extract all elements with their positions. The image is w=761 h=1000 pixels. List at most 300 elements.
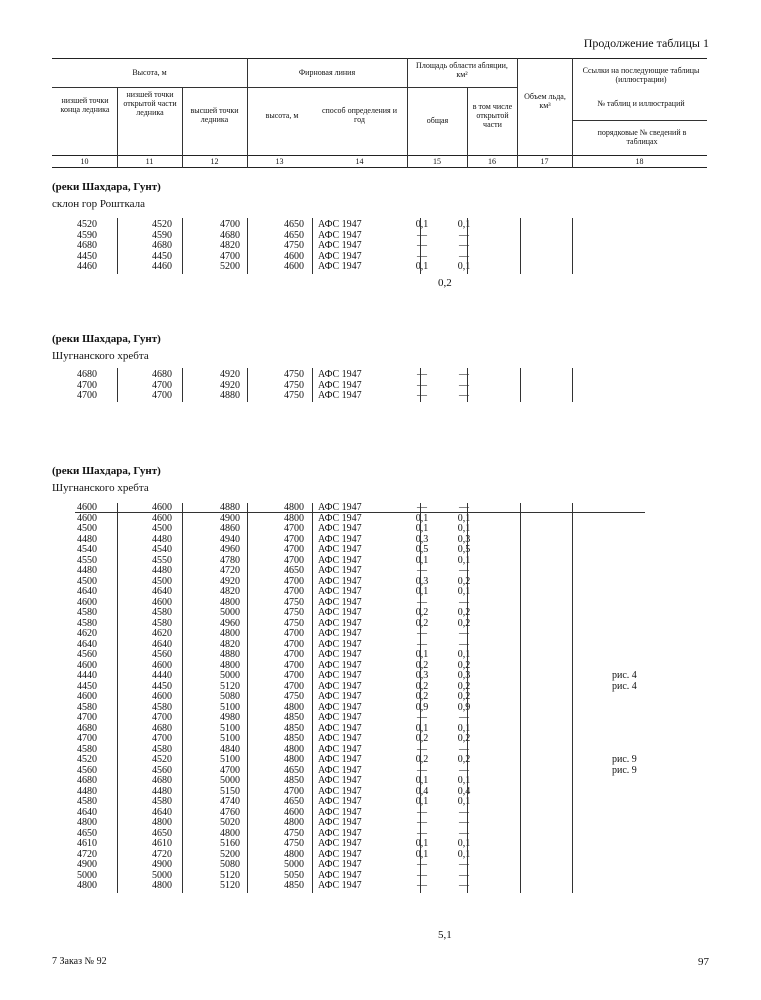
cell-col17 bbox=[490, 850, 542, 861]
cell-col16: 0,1 bbox=[457, 512, 471, 524]
cell-col18 bbox=[542, 370, 612, 381]
cell-col13: 4850 bbox=[284, 722, 304, 734]
cell-col16: — bbox=[459, 628, 469, 639]
cell-col12: 4800 bbox=[220, 628, 240, 639]
cell-col11: 4550 bbox=[152, 554, 172, 566]
cell-col11: 4500 bbox=[152, 523, 172, 534]
cell-col14: АФС 1947 bbox=[318, 722, 362, 734]
cell-col15: 0,1 bbox=[415, 523, 429, 534]
table-row bbox=[52, 608, 637, 619]
cell-col14: АФС 1947 bbox=[318, 859, 362, 870]
col-number: 12 bbox=[210, 157, 219, 166]
cell-col14: АФС 1947 bbox=[318, 659, 362, 671]
cell-col14: АФС 1947 bbox=[318, 544, 362, 555]
cell-col11: 4500 bbox=[152, 575, 172, 587]
cell-col13: 4800 bbox=[284, 502, 304, 513]
cell-col16: 0,2 bbox=[457, 607, 471, 618]
cell-col13: 4750 bbox=[284, 607, 304, 618]
cell-col12: 4900 bbox=[220, 512, 240, 524]
cell-col17 bbox=[490, 241, 542, 252]
cell-col15: 0,2 bbox=[415, 659, 429, 671]
cell-col18 bbox=[542, 535, 637, 546]
section-title: (реки Шахдара, Гунт) bbox=[52, 333, 161, 345]
cell-col10: 4900 bbox=[77, 859, 97, 870]
section-title: (реки Шахдара, Гунт) bbox=[52, 181, 161, 193]
cell-col18 bbox=[542, 713, 637, 724]
table-row bbox=[52, 587, 637, 598]
cell-col16: 0,5 bbox=[457, 544, 471, 555]
cell-col10: 4520 bbox=[77, 219, 97, 230]
cell-col12: 4980 bbox=[220, 712, 240, 723]
cell-col12: 4700 bbox=[220, 219, 240, 230]
refs-group-header: Ссылки на последующие таблицы (иллюстрации) bbox=[582, 66, 700, 84]
cell-col18 bbox=[542, 566, 637, 577]
cell-col11: 4610 bbox=[152, 838, 172, 849]
cell-col18 bbox=[542, 860, 637, 871]
cell-col15: 0,3 bbox=[415, 575, 429, 587]
cell-col15: — bbox=[417, 229, 427, 241]
cell-col10: 4650 bbox=[77, 827, 97, 839]
cell-col10: 4480 bbox=[77, 565, 97, 576]
cell-col13: 4700 bbox=[284, 554, 304, 566]
cell-col16: 0,9 bbox=[457, 701, 471, 713]
cell-col18 bbox=[542, 797, 637, 808]
cell-col14: АФС 1947 bbox=[318, 533, 362, 545]
cell-col11: 5000 bbox=[152, 869, 172, 881]
footer-order: 7 Заказ № 92 bbox=[52, 956, 107, 967]
cell-col10: 4560 bbox=[77, 764, 97, 776]
cell-col17 bbox=[490, 545, 542, 556]
cell-col11: 4580 bbox=[152, 607, 172, 618]
cell-col16: — bbox=[459, 229, 469, 241]
cell-col10: 4700 bbox=[77, 733, 97, 744]
cell-col11: 4580 bbox=[152, 743, 172, 755]
cell-col10: 4600 bbox=[77, 596, 97, 608]
cell-col15: 0,1 bbox=[415, 586, 429, 597]
page-number: 97 bbox=[698, 956, 709, 968]
cell-col17 bbox=[490, 566, 542, 577]
table-header bbox=[52, 58, 707, 168]
cell-col15: 0,2 bbox=[415, 680, 429, 692]
cell-col18 bbox=[542, 734, 637, 745]
cell-col13: 4650 bbox=[284, 764, 304, 776]
col18a-header: № таблиц и иллюстраций bbox=[597, 99, 685, 108]
table-row bbox=[52, 776, 637, 787]
cell-col10: 4580 bbox=[77, 743, 97, 755]
cell-col12: 4780 bbox=[220, 554, 240, 566]
cell-col14: АФС 1947 bbox=[318, 743, 362, 755]
cell-col11: 4460 bbox=[152, 261, 172, 272]
col14-header: способ определения и год bbox=[321, 106, 398, 124]
cell-col14: АФС 1947 bbox=[318, 240, 362, 251]
cell-col11: 4600 bbox=[152, 659, 172, 671]
col-number: 15 bbox=[433, 157, 441, 166]
cell-col17 bbox=[490, 231, 542, 242]
cell-col10: 4700 bbox=[77, 379, 97, 391]
cell-col13: 4750 bbox=[284, 691, 304, 702]
cell-col16: 0,3 bbox=[457, 670, 471, 681]
cell-col14: АФС 1947 bbox=[318, 869, 362, 881]
cell-col15: 0,4 bbox=[415, 785, 429, 797]
cell-col12: 4880 bbox=[220, 649, 240, 660]
cell-col14: АФС 1947 bbox=[318, 261, 362, 272]
table-row bbox=[52, 370, 612, 381]
cell-col18 bbox=[542, 577, 637, 588]
cell-col18 bbox=[542, 598, 637, 609]
cell-col15: — bbox=[417, 565, 427, 576]
cell-col16: 0,3 bbox=[457, 533, 471, 545]
section-total: 0,2 bbox=[438, 277, 452, 289]
cell-col18 bbox=[542, 391, 612, 402]
cell-col16: — bbox=[459, 390, 469, 401]
cell-col14: АФС 1947 bbox=[318, 701, 362, 713]
cell-col18 bbox=[542, 619, 637, 630]
cell-col18 bbox=[542, 629, 637, 640]
cell-col15: — bbox=[417, 596, 427, 608]
cell-col15: — bbox=[417, 379, 427, 391]
cell-col15: 0,2 bbox=[415, 754, 429, 765]
cell-col12: 5000 bbox=[220, 670, 240, 681]
cell-col11: 4600 bbox=[152, 512, 172, 524]
cell-col17 bbox=[490, 839, 542, 850]
cell-col16: 0,1 bbox=[457, 649, 471, 660]
cell-col18 bbox=[542, 381, 612, 392]
cell-col11: 4680 bbox=[152, 722, 172, 734]
cell-col11: 4620 bbox=[152, 628, 172, 639]
cell-col11: 4700 bbox=[152, 733, 172, 744]
cell-col18 bbox=[542, 524, 637, 535]
cell-col15: — bbox=[417, 638, 427, 650]
cell-col15: — bbox=[417, 817, 427, 828]
cell-col15: — bbox=[417, 827, 427, 839]
table-row bbox=[52, 671, 637, 682]
table-row bbox=[52, 881, 637, 892]
cell-col17 bbox=[490, 692, 542, 703]
cell-col14: АФС 1947 bbox=[318, 649, 362, 660]
cell-col13: 4700 bbox=[284, 586, 304, 597]
cell-col13: 4600 bbox=[284, 806, 304, 818]
cell-col11: 4520 bbox=[152, 219, 172, 230]
cell-col17 bbox=[490, 514, 542, 525]
cell-col12: 4920 bbox=[220, 369, 240, 380]
cell-col10: 4610 bbox=[77, 838, 97, 849]
cell-col12: 4960 bbox=[220, 617, 240, 629]
table-row bbox=[52, 734, 637, 745]
cell-col16: 0,1 bbox=[457, 796, 471, 807]
cell-col10: 4620 bbox=[77, 628, 97, 639]
cell-col14: АФС 1947 bbox=[318, 806, 362, 818]
cell-col17 bbox=[490, 818, 542, 829]
cell-col14: АФС 1947 bbox=[318, 754, 362, 765]
cell-col15: 0,2 bbox=[415, 617, 429, 629]
cell-col16: 0,2 bbox=[457, 754, 471, 765]
col-number: 13 bbox=[275, 157, 284, 166]
table-row bbox=[52, 391, 612, 402]
cell-col10: 4450 bbox=[77, 250, 97, 262]
cell-col11: 4580 bbox=[152, 617, 172, 629]
cell-col18 bbox=[542, 241, 612, 252]
table-row bbox=[52, 629, 637, 640]
cell-col12: 5100 bbox=[220, 722, 240, 734]
cell-col11: 4650 bbox=[152, 827, 172, 839]
cell-col11: 4680 bbox=[152, 369, 172, 380]
table-row bbox=[52, 839, 637, 850]
cell-col16: — bbox=[459, 240, 469, 251]
cell-col18 bbox=[542, 818, 637, 829]
cell-col11: 4450 bbox=[152, 250, 172, 262]
cell-col14: АФС 1947 bbox=[318, 880, 362, 891]
ice-volume-header: Объем льда, км³ bbox=[524, 92, 566, 110]
cell-col11: 4640 bbox=[152, 638, 172, 650]
cell-col11: 4700 bbox=[152, 379, 172, 391]
cell-col10: 4640 bbox=[77, 806, 97, 818]
cell-col11: 4700 bbox=[152, 712, 172, 723]
cell-col13: 4600 bbox=[284, 261, 304, 272]
cell-col12: 4740 bbox=[220, 796, 240, 807]
cell-col11: 4590 bbox=[152, 229, 172, 241]
cell-col14: АФС 1947 bbox=[318, 638, 362, 650]
cell-col15: 0,2 bbox=[415, 733, 429, 744]
cell-col12: 5200 bbox=[220, 848, 240, 860]
cell-col15: 0,1 bbox=[415, 848, 429, 860]
cell-col14: АФС 1947 bbox=[318, 817, 362, 828]
cell-col18 bbox=[542, 640, 637, 651]
cell-col18 bbox=[542, 650, 637, 661]
cell-col11: 4580 bbox=[152, 701, 172, 713]
cell-col10: 5000 bbox=[77, 869, 97, 881]
cell-col14: АФС 1947 bbox=[318, 848, 362, 860]
cell-col11: 4480 bbox=[152, 565, 172, 576]
cell-col16: 0,1 bbox=[457, 586, 471, 597]
data-table bbox=[52, 370, 612, 402]
cell-col13: 4600 bbox=[284, 250, 304, 262]
cell-col16: 0,2 bbox=[457, 617, 471, 629]
cell-col16: — bbox=[459, 806, 469, 818]
cell-col15: — bbox=[417, 502, 427, 513]
cell-col17 bbox=[490, 619, 542, 630]
cell-col18 bbox=[542, 220, 612, 231]
table-row bbox=[52, 692, 637, 703]
cell-col13: 4750 bbox=[284, 390, 304, 401]
cell-col17 bbox=[490, 262, 542, 273]
cell-col17 bbox=[490, 829, 542, 840]
cell-col10: 4460 bbox=[77, 261, 97, 272]
cell-col11: 4680 bbox=[152, 775, 172, 786]
cell-col10: 4720 bbox=[77, 848, 97, 860]
cell-col13: 4650 bbox=[284, 229, 304, 241]
col-number: 10 bbox=[80, 157, 89, 166]
cell-col15: 0,3 bbox=[415, 670, 429, 681]
table-row bbox=[52, 713, 637, 724]
cell-col14: АФС 1947 bbox=[318, 617, 362, 629]
cell-col16: 0,1 bbox=[457, 838, 471, 849]
cell-col13: 4750 bbox=[284, 369, 304, 380]
cell-col16: — bbox=[459, 817, 469, 828]
cell-col16: 0,2 bbox=[457, 575, 471, 587]
cell-col10: 4580 bbox=[77, 796, 97, 807]
cell-col16: 0,2 bbox=[457, 659, 471, 671]
cell-col15: 0,5 bbox=[415, 544, 429, 555]
cell-col12: 5000 bbox=[220, 775, 240, 786]
cell-col17 bbox=[490, 776, 542, 787]
cell-col10: 4680 bbox=[77, 369, 97, 380]
cell-col13: 4700 bbox=[284, 659, 304, 671]
cell-col17 bbox=[490, 881, 542, 892]
cell-col16: — bbox=[459, 764, 469, 776]
cell-col12: 4840 bbox=[220, 743, 240, 755]
cell-col12: 4680 bbox=[220, 229, 240, 241]
cell-col13: 4700 bbox=[284, 670, 304, 681]
cell-col10: 4600 bbox=[77, 691, 97, 702]
cell-col15: 0,1 bbox=[415, 512, 429, 524]
cell-col15: — bbox=[417, 764, 427, 776]
table-row bbox=[52, 262, 612, 273]
cell-col10: 4680 bbox=[77, 240, 97, 251]
cell-col11: 4440 bbox=[152, 670, 172, 681]
cell-col10: 4600 bbox=[77, 502, 97, 513]
cell-col15: 0,1 bbox=[415, 796, 429, 807]
cell-col14: АФС 1947 bbox=[318, 764, 362, 776]
cell-col16: — bbox=[459, 369, 469, 380]
cell-col13: 4700 bbox=[284, 544, 304, 555]
cell-col12: 5020 bbox=[220, 817, 240, 828]
cell-col13: 4700 bbox=[284, 628, 304, 639]
cell-col14: АФС 1947 bbox=[318, 512, 362, 524]
cell-col17 bbox=[490, 703, 542, 714]
cell-col12: 5100 bbox=[220, 754, 240, 765]
cell-col17 bbox=[490, 787, 542, 798]
cell-col18 bbox=[542, 850, 637, 861]
cell-col16: 0,4 bbox=[457, 785, 471, 797]
cell-col12: 5080 bbox=[220, 691, 240, 702]
cell-col12: 4960 bbox=[220, 544, 240, 555]
cell-col11: 4800 bbox=[152, 817, 172, 828]
cell-col17 bbox=[490, 370, 542, 381]
cell-col17 bbox=[490, 671, 542, 682]
cell-col10: 4450 bbox=[77, 680, 97, 692]
cell-col18 bbox=[542, 252, 612, 263]
cell-col12: 4700 bbox=[220, 250, 240, 262]
cell-col14: АФС 1947 bbox=[318, 712, 362, 723]
data-table bbox=[52, 220, 612, 273]
cell-col13: 4750 bbox=[284, 240, 304, 251]
cell-col16: — bbox=[459, 712, 469, 723]
cell-col12: 4800 bbox=[220, 596, 240, 608]
col-number: 14 bbox=[355, 157, 364, 166]
cell-col13: 4650 bbox=[284, 796, 304, 807]
cell-col17 bbox=[490, 860, 542, 871]
cell-col15: — bbox=[417, 250, 427, 262]
col-number: 16 bbox=[488, 157, 496, 166]
cell-col17 bbox=[490, 524, 542, 535]
cell-col10: 4590 bbox=[77, 229, 97, 241]
cell-col16: 0,1 bbox=[457, 554, 471, 566]
cell-col17 bbox=[490, 577, 542, 588]
cell-col17 bbox=[490, 220, 542, 231]
cell-col17 bbox=[490, 381, 542, 392]
cell-col17 bbox=[490, 808, 542, 819]
col18b-header: порядковые № сведений в таблицах bbox=[597, 128, 687, 146]
cell-col18 bbox=[542, 787, 637, 798]
cell-col15: — bbox=[417, 869, 427, 881]
cell-col12: 5120 bbox=[220, 880, 240, 891]
cell-col17 bbox=[490, 535, 542, 546]
cell-col14: АФС 1947 bbox=[318, 379, 362, 391]
col16-header: в том числе открытой части bbox=[472, 102, 513, 129]
cell-col18 bbox=[542, 724, 637, 735]
cell-col17 bbox=[490, 766, 542, 777]
cell-col12: 4880 bbox=[220, 390, 240, 401]
cell-col10: 4800 bbox=[77, 880, 97, 891]
cell-col13: 4800 bbox=[284, 817, 304, 828]
cell-col17 bbox=[490, 556, 542, 567]
cell-col14: АФС 1947 bbox=[318, 523, 362, 534]
cell-col15: — bbox=[417, 712, 427, 723]
cell-col18: рис. 9 bbox=[612, 754, 637, 765]
cell-col18 bbox=[542, 514, 637, 525]
cell-col11: 4900 bbox=[152, 859, 172, 870]
cell-col11: 4560 bbox=[152, 649, 172, 660]
cell-col12: 4800 bbox=[220, 827, 240, 839]
cell-col15: — bbox=[417, 880, 427, 891]
cell-col17 bbox=[490, 871, 542, 882]
cell-col10: 4580 bbox=[77, 701, 97, 713]
cell-col10: 4440 bbox=[77, 670, 97, 681]
cell-col12: 5080 bbox=[220, 859, 240, 870]
cell-col14: АФС 1947 bbox=[318, 575, 362, 587]
cell-col12: 5100 bbox=[220, 733, 240, 744]
cell-col17 bbox=[490, 629, 542, 640]
cell-col11: 4700 bbox=[152, 390, 172, 401]
cell-col16: — bbox=[459, 250, 469, 262]
ablation-group-header: Площадь области абляции, км² bbox=[416, 61, 508, 79]
cell-col18 bbox=[542, 808, 637, 819]
height-group-header: Высота, м bbox=[132, 68, 167, 77]
cell-col13: 4800 bbox=[284, 754, 304, 765]
cell-col17 bbox=[490, 734, 542, 745]
cell-col12: 4800 bbox=[220, 659, 240, 671]
col13-header: высота, м bbox=[265, 111, 299, 120]
cell-col12: 4940 bbox=[220, 533, 240, 545]
cell-col18 bbox=[542, 692, 637, 703]
table-row bbox=[52, 545, 637, 556]
cell-col12: 4760 bbox=[220, 806, 240, 818]
cell-col18 bbox=[542, 262, 612, 273]
cell-col14: АФС 1947 bbox=[318, 838, 362, 849]
cell-col13: 4750 bbox=[284, 827, 304, 839]
cell-col16: 0,1 bbox=[457, 261, 471, 272]
cell-col12: 4860 bbox=[220, 523, 240, 534]
cell-col13: 4800 bbox=[284, 701, 304, 713]
section-subtitle: Шугнанского хребта bbox=[52, 350, 149, 362]
cell-col14: АФС 1947 bbox=[318, 691, 362, 702]
cell-col12: 5200 bbox=[220, 261, 240, 272]
cell-col15: — bbox=[417, 628, 427, 639]
cell-col16: — bbox=[459, 596, 469, 608]
cell-col12: 4820 bbox=[220, 586, 240, 597]
cell-col13: 4800 bbox=[284, 743, 304, 755]
cell-col12: 5160 bbox=[220, 838, 240, 849]
cell-col15: 0,1 bbox=[415, 649, 429, 660]
cell-col10: 4580 bbox=[77, 607, 97, 618]
cell-col17 bbox=[490, 640, 542, 651]
cell-col18: рис. 4 bbox=[612, 670, 637, 681]
cell-col18 bbox=[542, 703, 637, 714]
cell-col15: — bbox=[417, 859, 427, 870]
cell-col12: 4820 bbox=[220, 638, 240, 650]
cell-col13: 4750 bbox=[284, 838, 304, 849]
table-row bbox=[52, 755, 637, 766]
